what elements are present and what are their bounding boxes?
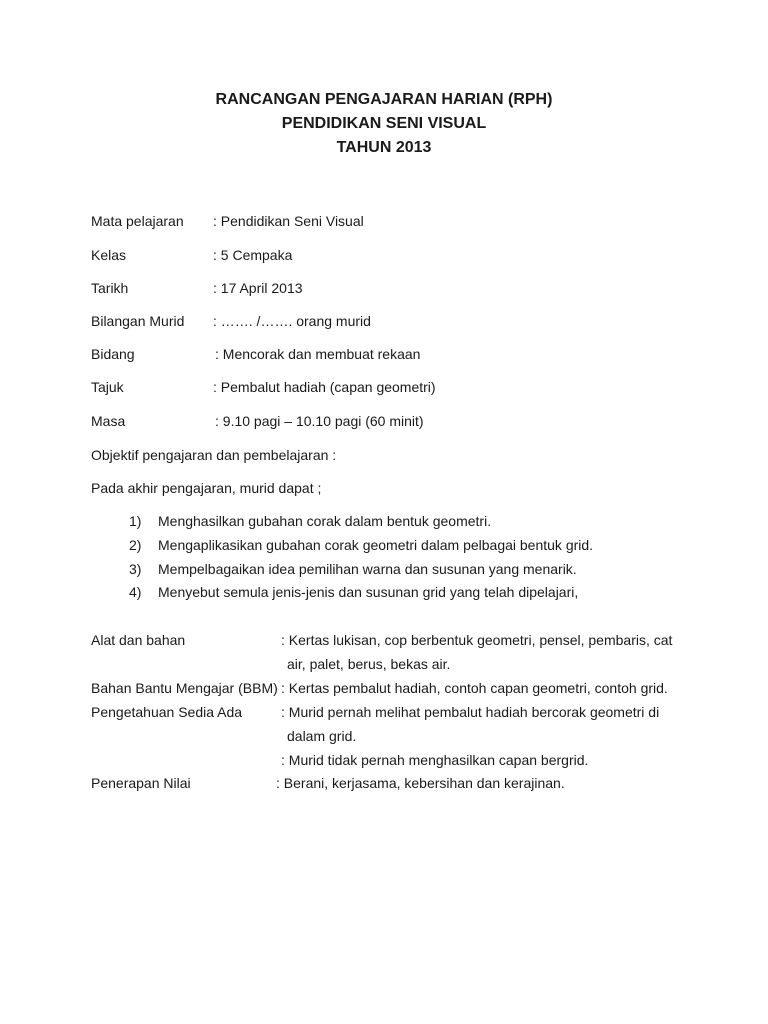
field-label: Tajuk: [91, 379, 124, 395]
objective-text: Mengaplikasikan gubahan corak geometri dalam pelbagai bentuk grid.: [158, 537, 594, 553]
document-title: [0, 88, 768, 160]
detail-value: : Murid pernah melihat pembalut hadiah bercorak geometri di: [281, 704, 660, 720]
detail-value-second: : Murid tidak pernah menghasilkan capan bergrid.: [281, 752, 589, 768]
field-label: Masa: [91, 413, 126, 429]
field-label: Mata pelajaran: [91, 213, 184, 229]
field-value: : 9.10 pagi – 10.10 pagi (60 minit): [215, 413, 424, 429]
field-value: : 5 Cempaka: [213, 247, 293, 263]
objective-text: Mempelbagaikan idea pemilihan warna dan susunan yang menarik.: [158, 561, 577, 577]
field-value: : 17 April 2013: [213, 280, 303, 296]
field-value: : Pembalut hadiah (capan geometri): [213, 379, 436, 395]
field-label: Bidang: [91, 346, 135, 362]
title-line-1: RANCANGAN PENGAJARAN HARIAN (RPH): [215, 91, 553, 108]
detail-value: : Berani, kerjasama, kebersihan dan kerajinan.: [276, 775, 565, 791]
field-label: Kelas: [91, 247, 127, 263]
objective-text: Menghasilkan gubahan corak dalam bentuk geometri.: [158, 513, 492, 529]
field-value: : Mencorak dan membuat rekaan: [215, 346, 421, 362]
detail-value-continued: dalam grid.: [287, 728, 357, 744]
title-line-3: TAHUN 2013: [336, 139, 432, 156]
field-label: Tarikh: [91, 280, 129, 296]
detail-label: Pengetahuan Sedia Ada: [91, 704, 243, 720]
detail-value-continued: air, palet, berus, bekas air.: [287, 656, 451, 672]
objective-number: 1): [129, 513, 142, 529]
field-label: Bilangan Murid: [91, 313, 185, 329]
objectives-heading: Objektif pengajaran dan pembelajaran :: [91, 447, 337, 463]
objective-number: 4): [129, 584, 142, 600]
field-value: : Pendidikan Seni Visual: [213, 213, 364, 229]
objective-number: 2): [129, 537, 142, 553]
field-value: : ……. /……. orang murid: [213, 313, 371, 329]
title-line-2: PENDIDIKAN SENI VISUAL: [281, 115, 487, 132]
detail-value: : Kertas lukisan, cop berbentuk geometri, pensel, pembaris, cat: [281, 632, 673, 648]
detail-label: Penerapan Nilai: [91, 775, 191, 791]
detail-label: Bahan Bantu Mengajar (BBM): [91, 680, 278, 696]
objective-text: Menyebut semula jenis-jenis dan susunan grid yang telah dipelajari,: [158, 584, 579, 600]
detail-label: Alat dan bahan: [91, 632, 186, 648]
detail-value: : Kertas pembalut hadiah, contoh capan geometri, contoh grid.: [281, 680, 668, 696]
objective-number: 3): [129, 561, 142, 577]
objectives-intro: Pada akhir pengajaran, murid dapat ;: [91, 480, 322, 496]
